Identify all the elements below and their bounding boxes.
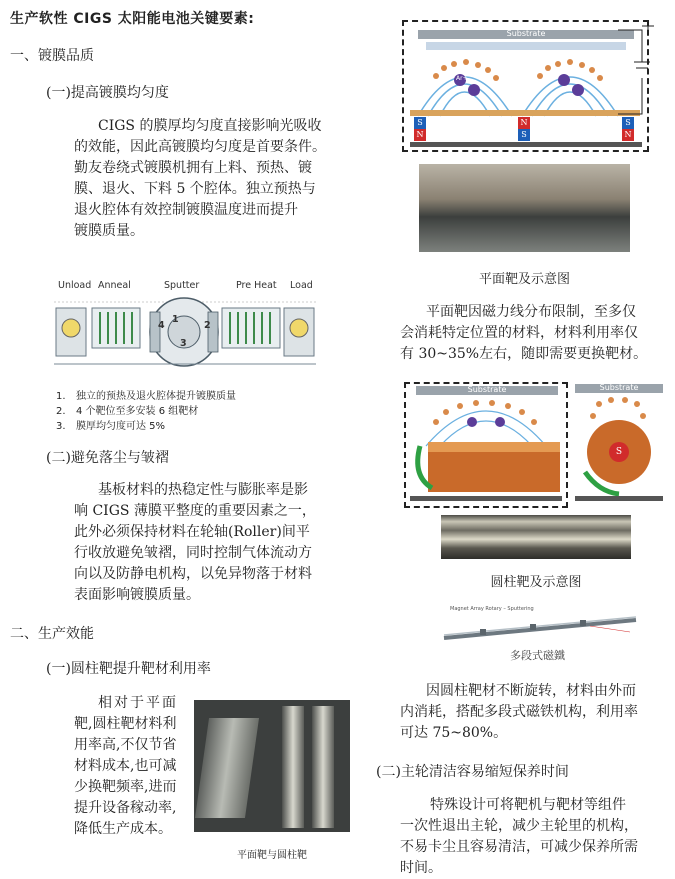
machine-schematic-svg bbox=[54, 292, 316, 376]
sec2-line-4: 少换靶频率,进而 bbox=[74, 779, 177, 795]
sub1-line-1: 的效能，因此高镀膜均匀度是首要条件。 bbox=[74, 139, 326, 155]
rotary-caption: 圆柱靶及示意图 bbox=[490, 575, 582, 590]
magnet-label: N bbox=[622, 129, 634, 141]
sub1-line-5: 镀膜质量。 bbox=[74, 223, 144, 239]
planar-caption: 平面靶及示意图 bbox=[478, 272, 570, 287]
rotary-line-2: 可达 75~80%。 bbox=[400, 725, 508, 741]
feature-list bbox=[56, 389, 236, 434]
planar-target-image bbox=[195, 718, 259, 818]
page-title: 生产软性 CIGS 太阳能电池关键要素: bbox=[10, 11, 255, 27]
magnet-array-figure bbox=[440, 604, 640, 644]
sec2-line-2: 用率高,不仅节省 bbox=[74, 737, 177, 753]
rotary-line-1: 内消耗，搭配多段式磁铁机构，利用率 bbox=[400, 704, 638, 720]
diagram-number-3: 3 bbox=[180, 338, 187, 349]
sub2-line-4: 向以及防静电机构，以免异物落于材料 bbox=[74, 566, 312, 582]
diagram-label-load: Load bbox=[290, 280, 313, 291]
right-sub2-line-0: 特殊设计可将靶机与靶材等组件 bbox=[430, 797, 626, 813]
diagram-label-unload: Unload bbox=[58, 280, 92, 291]
sec2-line-6: 降低生产成本。 bbox=[74, 821, 172, 837]
planar-line-1: 会消耗特定位置的材料，材料利用率仅 bbox=[400, 325, 638, 341]
section2-heading: 二、生产效能 bbox=[10, 626, 94, 642]
magnet-label: S bbox=[414, 117, 426, 129]
diagram-number-2: 2 bbox=[204, 320, 211, 331]
rotary-substrate-label-left: Substrate bbox=[467, 385, 507, 394]
power-supply-wiring bbox=[618, 22, 662, 118]
sec2-line-0: 相对于平面 bbox=[98, 695, 178, 711]
rotary-substrate-label-right: Substrate bbox=[599, 383, 639, 392]
right-sub2-line-2: 不易卡尘且容易清洁，可减少保养所需 bbox=[400, 839, 638, 855]
diagram-label-anneal: Anneal bbox=[98, 280, 131, 291]
magnet-label: N bbox=[518, 117, 530, 129]
planar-target-photo bbox=[419, 164, 630, 252]
magnet-array-svg bbox=[440, 612, 640, 642]
sub2-line-0: 基板材料的热稳定性与膨胀率是影 bbox=[98, 482, 308, 498]
rotary-plasma-svg bbox=[406, 396, 566, 506]
magnet-label: S bbox=[622, 117, 634, 129]
rotary-target-photo bbox=[441, 515, 631, 559]
diagram-label-preheat: Pre Heat bbox=[236, 280, 277, 291]
sec2-sub1-heading: (一)圆柱靶提升靶材利用率 bbox=[46, 661, 211, 677]
sub1-line-4: 退火腔体有效控制镀膜温度进而提升 bbox=[74, 202, 298, 218]
sub2-heading: (二)避免落尘与皱褶 bbox=[46, 450, 169, 466]
diagram-number-1: 1 bbox=[172, 314, 179, 325]
planar-line-2: 有 30~35%左右，随即需要更换靶材。 bbox=[400, 346, 648, 362]
sub2-line-5: 表面影响镀膜质量。 bbox=[74, 587, 200, 603]
sec2-line-3: 材料成本,也可减 bbox=[74, 758, 177, 774]
rotary-target-diagram-left bbox=[404, 382, 568, 508]
sub1-line-0: CIGS 的膜厚均匀度直接影响光吸收 bbox=[98, 118, 322, 134]
diagram-number-4: 4 bbox=[158, 320, 165, 331]
rotary-target-image-2 bbox=[312, 706, 334, 828]
right-sub2-line-1: 一次性退出主轮，减少主轮里的机构， bbox=[400, 818, 638, 834]
planar-substrate-label: Substrate bbox=[506, 29, 546, 38]
sub1-line-2: 勤友卷绕式镀膜机拥有上料、预热、镀 bbox=[74, 160, 312, 176]
planar-line-0: 平面靶因磁力线分布限制，至多仅 bbox=[426, 304, 636, 320]
section1-heading: 一、镀膜品质 bbox=[10, 48, 94, 64]
magnet-array-text: Magnet Array Rotary – Sputtering bbox=[450, 606, 534, 612]
magnet-label: N bbox=[414, 129, 426, 141]
magnet-label: S bbox=[518, 129, 530, 141]
rotary-target-image-1 bbox=[282, 706, 304, 828]
sec2-line-1: 靶,圆柱靶材料利 bbox=[74, 716, 177, 732]
list-item: 2. 4 个靶位至多安装 6 组靶材 bbox=[56, 406, 199, 417]
planar-target-diagram bbox=[402, 20, 649, 152]
sub1-line-3: 膜、退火、下料 5 个腔体。独立预热与 bbox=[74, 181, 316, 197]
list-item: 1. 独立的预热及退火腔体提升镀膜质量 bbox=[56, 391, 236, 402]
rotary-magnet: S bbox=[609, 442, 629, 462]
sub1-heading: (一)提高镀膜均匀度 bbox=[46, 85, 169, 101]
diagram-label-sputter: Sputter bbox=[164, 280, 200, 291]
sub2-line-3: 行收放避免皱褶，同时控制气体流动方 bbox=[74, 545, 312, 561]
right-sub2-heading: (二)主轮清洁容易缩短保养时间 bbox=[376, 764, 569, 780]
rotary-target-diagram-right bbox=[575, 382, 663, 502]
planar-ion-label: Ar+ bbox=[456, 75, 468, 82]
roll-to-roll-machine-diagram bbox=[54, 278, 316, 378]
sub2-line-2: 此外必须保持材料在轮轴(Roller)间平 bbox=[74, 524, 310, 540]
right-sub2-line-3: 时间。 bbox=[400, 860, 442, 876]
magnet-caption: 多段式磁鐵 bbox=[510, 649, 565, 662]
sec2-line-5: 提升设备稼动率, bbox=[74, 800, 177, 816]
list-item: 3. 膜厚均匀度可达 5% bbox=[56, 421, 166, 432]
targets-photo-caption: 平面靶与圆柱靶 bbox=[237, 850, 307, 861]
rotary-line-0: 因圆柱靶材不断旋转，材料由外而 bbox=[426, 683, 636, 699]
targets-photo bbox=[194, 700, 350, 832]
planar-plasma-svg bbox=[404, 46, 647, 118]
sub2-line-1: 响 CIGS 薄膜平整度的重要因素之一， bbox=[74, 503, 316, 519]
planar-base-bar bbox=[410, 142, 642, 147]
